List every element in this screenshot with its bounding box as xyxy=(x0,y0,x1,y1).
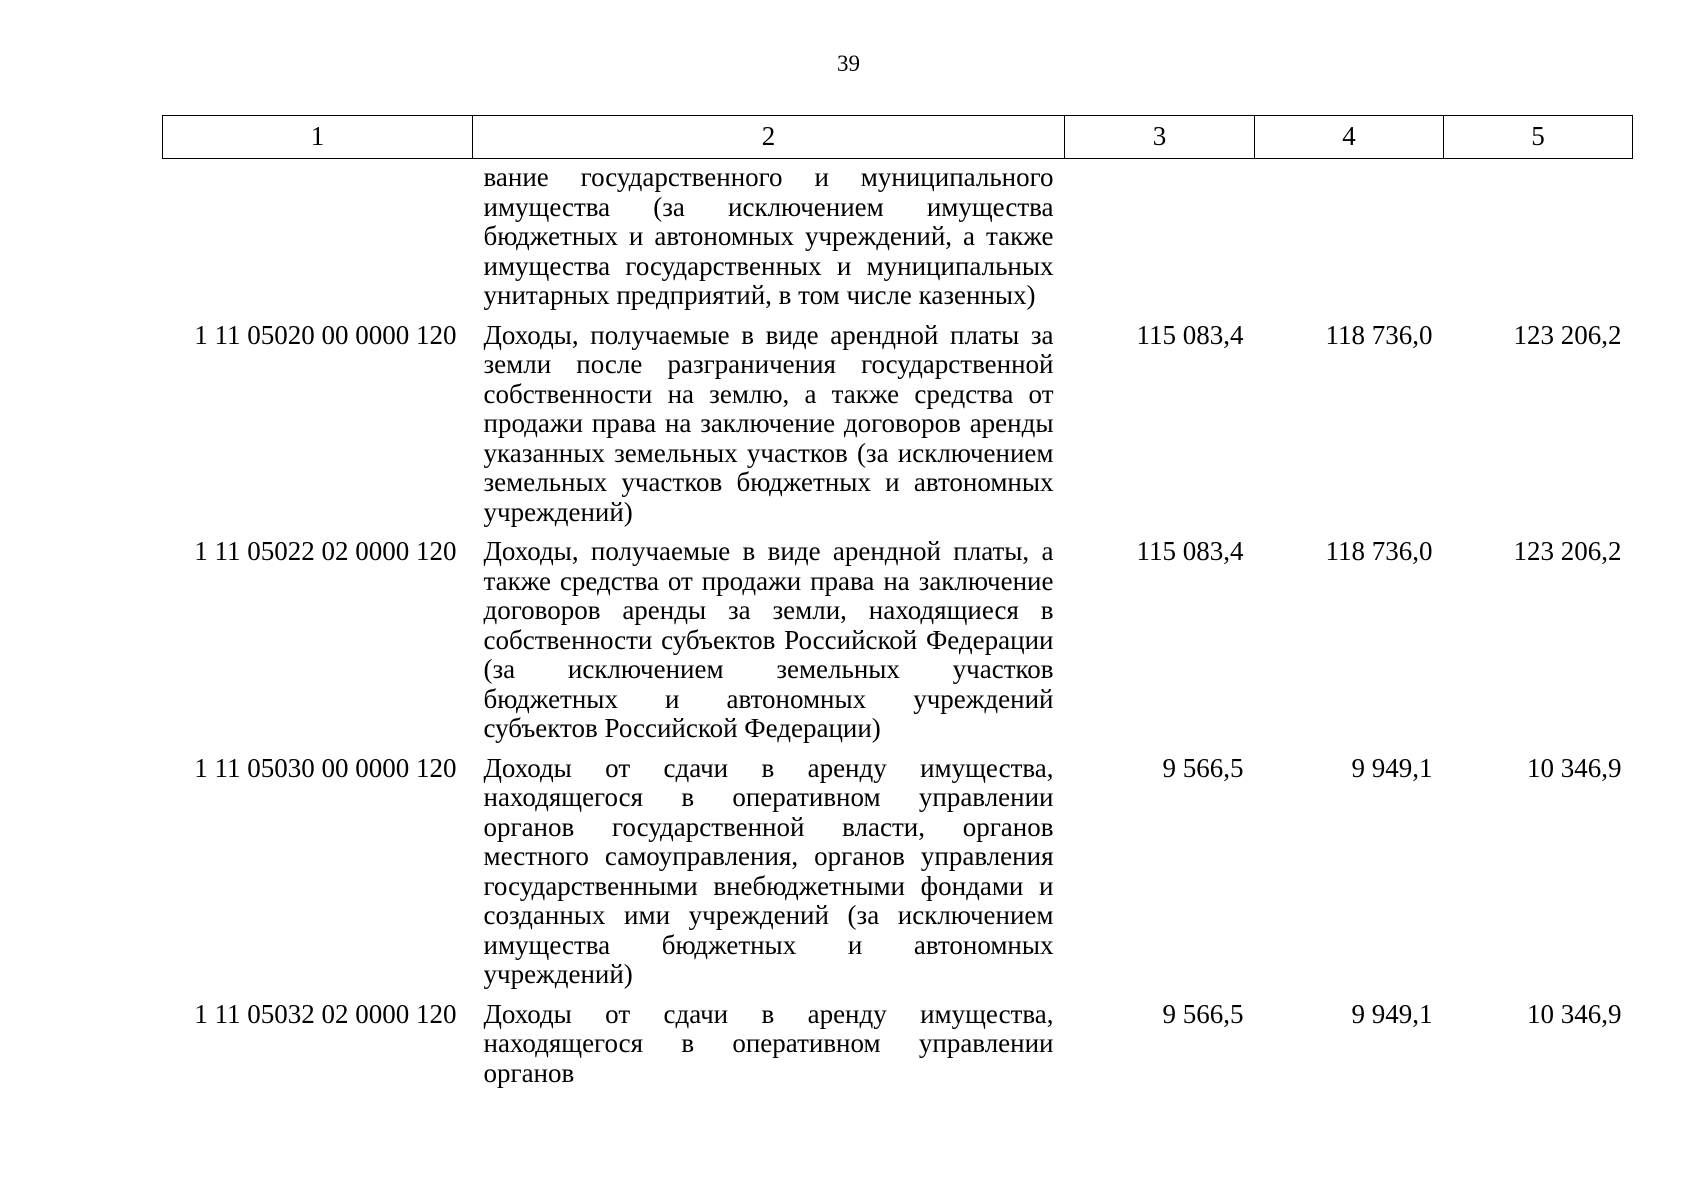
code-cell: 1 11 05022 02 0000 120 xyxy=(194,536,457,566)
value-col3-cell: 115 083,4 xyxy=(1136,319,1244,350)
name-cell: вание государственного и муниципального имущества (за исключением имущества бюджетных и автономных учреждений, а также имущества государственных и муниципальных унитарных предприятий, в том числе казенных) xyxy=(483,162,1054,310)
table-body xyxy=(163,159,1633,1089)
code-cell: 1 11 05020 00 0000 120 xyxy=(194,319,457,350)
table-header xyxy=(163,116,1633,159)
name-cell: Доходы, получаемые в виде арендной платы за земли после разграничения государственной собственности на землю, а также средства от продажи права на заключение договоров аренды указанных земельных участков (за исключением земельных участков бюджетных и автономных учреждений) xyxy=(483,319,1054,527)
value-col4-cell: 9 949,1 xyxy=(1351,998,1433,1029)
value-col3-cell: 115 083,4 xyxy=(1136,536,1244,566)
value-col3-cell: 9 566,5 xyxy=(1162,752,1244,783)
name-cell: Доходы от сдачи в аренду имущества, находящегося в оперативном управлении органов xyxy=(483,998,1054,1088)
value-col5-cell xyxy=(1444,159,1633,311)
column-header-4: 4 xyxy=(1255,116,1444,159)
code-cell: 1 11 05030 00 0000 120 xyxy=(194,752,457,783)
value-col5-cell: 10 346,9 xyxy=(1527,752,1622,783)
value-col4-cell: 118 736,0 xyxy=(1325,536,1433,566)
value-col5-cell: 123 206,2 xyxy=(1513,319,1622,350)
column-header-1: 1 xyxy=(163,116,473,159)
table-row xyxy=(163,990,1633,1089)
page-number: 39 xyxy=(837,51,860,76)
value-col5-cell: 10 346,9 xyxy=(1527,998,1622,1029)
code-cell: 1 11 05032 02 0000 120 xyxy=(194,998,457,1029)
table-row xyxy=(163,311,1633,528)
name-cell: Доходы от сдачи в аренду имущества, находящегося в оперативном управлении органов государственной власти, органов местного самоуправления, органов управления государственными внебюджетными фондами и созданных ими учреждений (за исключением имущества бюджетных и автономных учреждений) xyxy=(483,752,1054,989)
value-col3-cell: 9 566,5 xyxy=(1162,998,1244,1029)
value-col5-cell: 123 206,2 xyxy=(1513,536,1622,566)
code-cell xyxy=(163,159,473,311)
column-header-5: 5 xyxy=(1444,116,1633,159)
column-header-2: 2 xyxy=(473,116,1065,159)
column-header-3: 3 xyxy=(1065,116,1255,159)
table-row xyxy=(163,527,1633,744)
value-col4-cell xyxy=(1255,159,1444,311)
table-row xyxy=(163,744,1633,990)
value-col3-cell xyxy=(1065,159,1255,311)
budget-revenue-table xyxy=(162,115,1633,1088)
name-cell: Доходы, получаемые в виде арендной платы, а также средства от продажи права на заключение договоров аренды за земли, находящиеся в собственности субъектов Российской Федерации (за исключением земельных участков бюджетных и автономных учреждений субъектов Российской Федерации) xyxy=(483,536,1054,743)
header-row xyxy=(163,116,1633,159)
table-row-continuation xyxy=(163,159,1633,311)
value-col4-cell: 9 949,1 xyxy=(1351,752,1433,783)
value-col4-cell: 118 736,0 xyxy=(1325,319,1433,350)
